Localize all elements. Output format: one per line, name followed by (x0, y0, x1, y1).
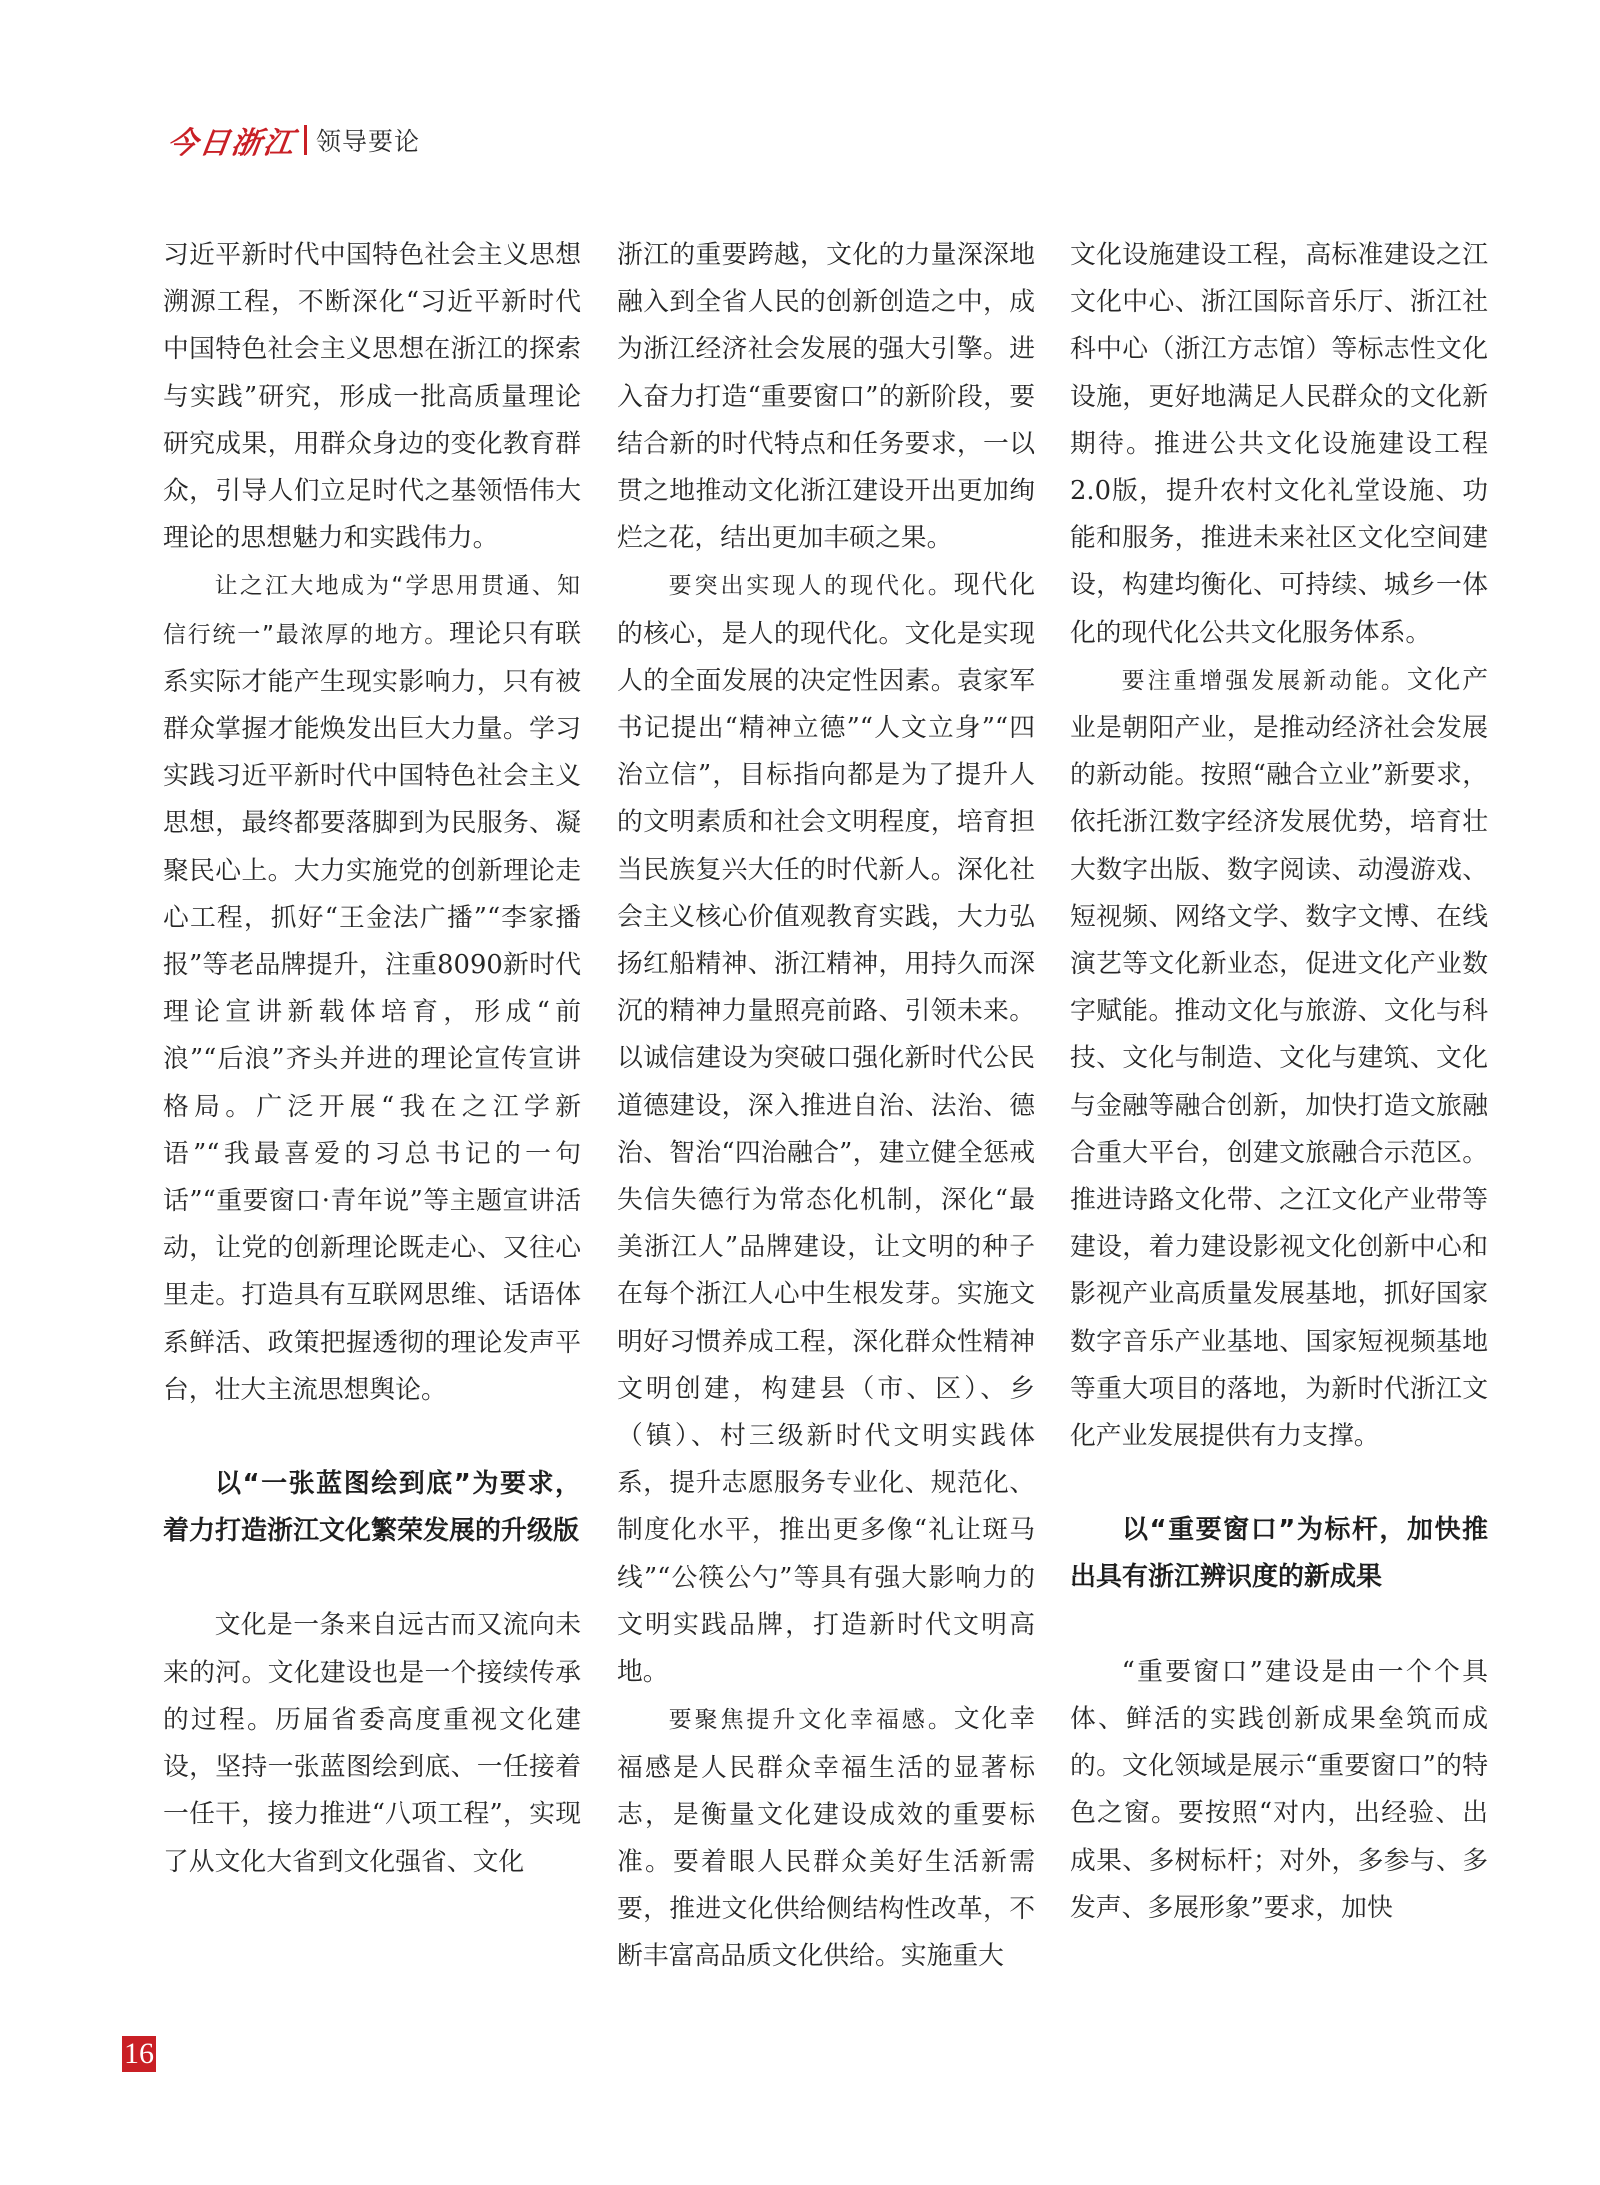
paragraph-text: 理论只有联系实际才能产生现实影响力，只有被群众掌握才能焕发出巨大力量。学习实践习近平新时代中国特色社会主义思想，最终都要落脚到为民服务、凝聚民心上。大力实施党的创新理论走心工程，抓好“王金法广播”“李家播报”等老品牌提升，注重8090新时代理论宣讲新载体培育，形成“前浪”“后浪”齐头并进的理论宣传宣讲格局。广泛开展“我在之江学新语”“我最喜爱的习总书记的一句话”“重要窗口·青年说”等主题宣讲活动，让党的创新理论既走心、又往心里走。打造具有互联网思维、话语体系鲜活、政策把握透彻的理论发声平台，壮大主流思想舆论。 (163, 618, 581, 1405)
text-column-3 (1070, 232, 1488, 1932)
header-divider (304, 125, 307, 155)
paragraph (1070, 657, 1488, 1460)
section-heading: 以“重要窗口”为标杆，加快推出具有浙江辨识度的新成果 (1070, 1515, 1488, 1593)
page-header (165, 112, 421, 168)
paragraph-text: 现代化的核心，是人的现代化。文化是实现人的全面发展的决定性因素。袁家军书记提出“精神立德”“人文立身”“四治立信”，目标指向都是为了提升人的文明素质和社会文明程度，培育担当民族复兴大任的时代新人。深化社会主义核心价值观教育实践，大力弘扬红船精神、浙江精神，用持久而深沉的精神力量照亮前路、引领未来。以诚信建设为突破口强化新时代公民道德建设，深入推进自治、法治、德治、智治“四治融合”，建立健全惩戒失信失德行为常态化机制，深化“最美浙江人”品牌建设，让文明的种子在每个浙江人心中生根发芽。实施文明好习惯养成工程，深化群众性精神文明创建，构建县（市、区）、乡（镇）、村三级新时代文明实践体系，提升志愿服务专业化、规范化、制度化水平，推出更多像“礼让斑马线”“公筷公勺”等具有强大影响力的文明实践品牌，打造新时代文明高地。 (617, 570, 1035, 1688)
section-label: 领导要论 (316, 127, 421, 156)
paragraph-lead: 要注重增强发展新动能。 (1121, 667, 1407, 694)
paragraph-text: 习近平新时代中国特色社会主义思想溯源工程，不断深化“习近平新时代中国特色社会主义思想在浙江的探索与实践”研究，形成一批高质量理论研究成果，用群众身边的变化教育群众，引导人们立足时代之基领悟伟大理论的思想魅力和实践伟力。 (163, 240, 581, 554)
page-number: 16 (124, 2037, 154, 2070)
magazine-logo: 今日浙江 (165, 126, 298, 161)
paragraph (617, 1696, 1035, 1980)
paragraph (163, 232, 581, 562)
paragraph-text: 浙江的重要跨越，文化的力量深深地融入到全省人民的创新创造之中，成为浙江经济社会发展的强大引擎。进入奋力打造“重要窗口”的新阶段，要结合新的时代特点和任务要求，一以贯之地推动文化浙江建设开出更加绚烂之花，结出更加丰硕之果。 (617, 240, 1035, 554)
paragraph-text: “重要窗口”建设是由一个个具体、鲜活的实践创新成果垒筑而成的。文化领域是展示“重要窗口”的特色之窗。要按照“对内，出经验、出成果、多树标杆；对外，多参与、多发声、多展形象”要求，加快 (1070, 1656, 1488, 1923)
paragraph-text: 文化是一条来自远古而又流向未来的河。文化建设也是一个接续传承的过程。历届省委高度重视文化建设，坚持一张蓝图绘到底、一任接着一任干，接力推进“八项工程”，实现了从文化大省到文化强省、文化 (163, 1610, 581, 1877)
paragraph (163, 1602, 581, 1885)
section-heading: 以“一张蓝图绘到底”为要求，着力打造浙江文化繁荣发展的升级版 (163, 1469, 581, 1547)
text-column-1 (163, 232, 581, 1886)
paragraph (617, 562, 1035, 1696)
paragraph-text: 文化产业是朝阳产业，是推动经济社会发展的新动能。按照“融合立业”新要求，依托浙江数字经济发展优势，培育壮大数字出版、数字阅读、动漫游戏、短视频、网络文学、数字文博、在线演艺等文化新业态，促进文化产业数字赋能。推动文化与旅游、文化与科技、文化与制造、文化与建筑、文化与金融等融合创新，加快打造文旅融合重大平台，创建文旅融合示范区。推进诗路文化带、之江文化产业带等建设，着力建设影视文化创新中心和影视产业高质量发展基地，抓好国家数字音乐产业基地、国家短视频基地等重大项目的落地，为新时代浙江文化产业发展提供有力支撑。 (1070, 664, 1488, 1452)
paragraph (1070, 1649, 1488, 1932)
paragraph (617, 232, 1035, 562)
text-column-2 (617, 232, 1035, 1981)
paragraph-lead: 要聚焦提升文化幸福感。 (668, 1707, 954, 1734)
paragraph-text: 文化幸福感是人民群众幸福生活的显著标志，是衡量文化建设成效的重要标准。要着眼人民群众美好生活新需要，推进文化供给侧结构性改革，不断丰富高品质文化供给。实施重大 (617, 1704, 1035, 1972)
paragraph-lead: 要突出实现人的现代化。 (668, 573, 954, 600)
paragraph (163, 562, 581, 1414)
paragraph-lead: 让之江大地成为“学思用贯通、知信行统一”最浓厚的地方。 (163, 573, 581, 648)
paragraph-text: 文化设施建设工程，高标准建设之江文化中心、浙江国际音乐厅、浙江社科中心（浙江方志馆）等标志性文化设施，更好地满足人民群众的文化新期待。推进公共文化设施建设工程2.0版，提升农村文化礼堂设施、功能和服务，推进未来社区文化空间建设，构建均衡化、可持续、城乡一体化的现代化公共文化服务体系。 (1070, 240, 1488, 648)
paragraph (1070, 232, 1488, 657)
